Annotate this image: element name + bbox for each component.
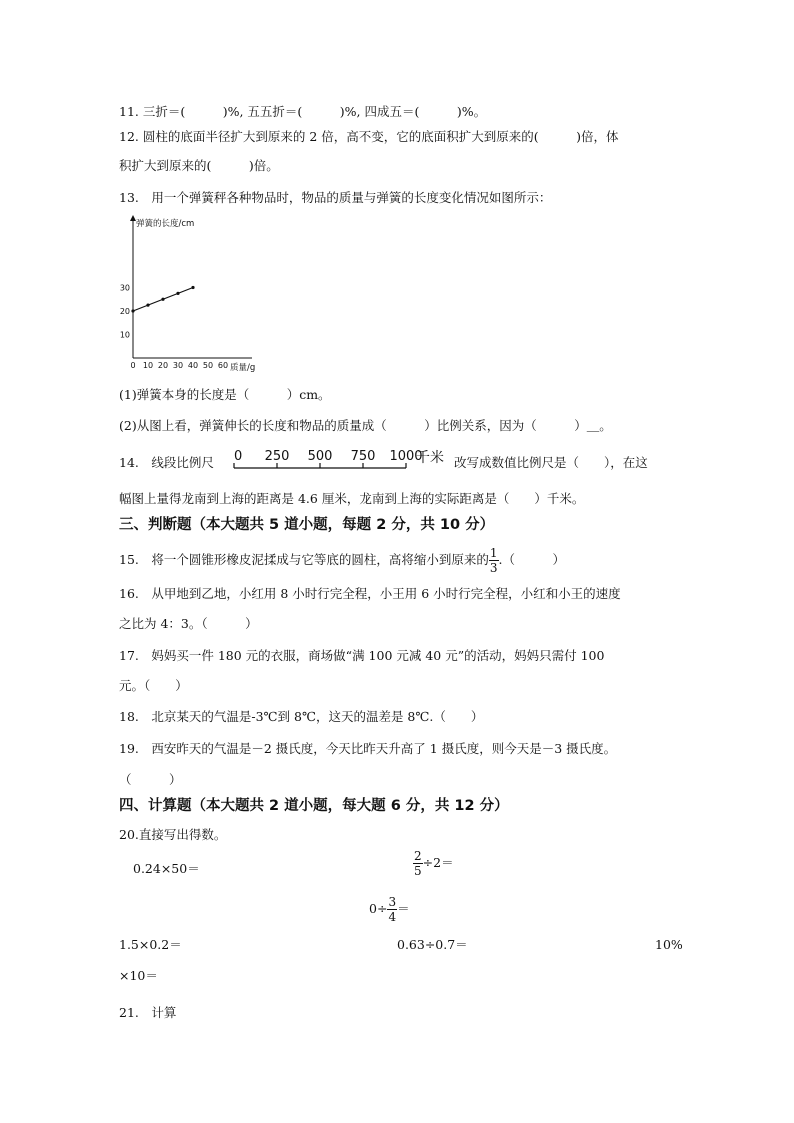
spring-length-chart	[112, 214, 272, 374]
data-point	[161, 298, 164, 301]
question-12-line-1: 12. 圆柱的底面半径扩大到原来的 2 倍，高不变，它的底面积扩大到原来的( )倍，体	[119, 129, 619, 144]
y-tick-label: 10	[119, 330, 130, 340]
x-tick-label: 10	[142, 361, 154, 370]
question-15-tail: .（ ）	[498, 552, 566, 567]
question-17-line-1: 17. 妈妈买一件 180 元的衣服，商场做“满 100 元减 40 元”的活动，妈妈只需付 100	[119, 648, 605, 663]
question-13: 13. 用一个弹簧秤各种物品时，物品的质量与弹簧的长度变化情况如图所示：	[119, 190, 552, 205]
question-18: 18. 北京某天的气温是-3℃到 8℃，这天的温差是 8℃.（ ）	[119, 709, 484, 724]
scale-unit: 千米	[416, 450, 444, 466]
section-3-title: 三、判断题（本大题共 5 道小题，每题 2 分，共 10 分）	[119, 517, 495, 533]
question-21: 21. 计算	[119, 1005, 177, 1020]
question-19-line-1: 19. 西安昨天的气温是－2 摄氏度，今天比昨天升高了 1 摄氏度，则今天是－3 摄氏度。	[119, 741, 617, 756]
scale-tick-label: 500	[307, 449, 333, 464]
question-15	[119, 546, 565, 575]
question-11: 11. 三折＝( )%, 五五折＝( )%, 四成五＝( )%。	[119, 104, 487, 119]
question-14-line-2: 幅图上量得龙南到上海的距离是 4.6 厘米，龙南到上海的实际距离是（ ）千米。	[119, 491, 585, 506]
question-17-line-2: 元。（ ）	[119, 678, 188, 693]
scale-tick-label: 0	[234, 449, 243, 464]
scale-tick-label: 750	[350, 449, 376, 464]
question-12-line-2: 积扩大到原来的( )倍。	[119, 158, 279, 173]
question-14-prefix: 14. 线段比例尺	[119, 455, 214, 470]
scale-tick-label: 250	[264, 449, 290, 464]
question-13-part-2: (2)从图上看，弹簧伸长的长度和物品的质量成（ ）比例关系，因为（ ）＿。	[119, 418, 612, 433]
y-axis-label: 弹簧的长度/cm	[136, 219, 195, 229]
question-15-text: 15. 将一个圆锥形橡皮泥揉成与它等底的圆柱，高将缩小到原来的	[119, 552, 489, 567]
line-segment-scale	[228, 446, 456, 472]
question-16-line-2: 之比为 4：3。（ ）	[119, 616, 258, 631]
x-tick-label: 50	[202, 361, 214, 370]
section-4-title: 四、计算题（本大题共 2 道小题，每大题 6 分，共 12 分）	[119, 798, 509, 814]
question-20: 20.直接写出得数。	[119, 827, 227, 842]
calc-6-part-2: ×10＝	[119, 968, 158, 983]
calc-6-part-1: 10%	[655, 937, 683, 952]
question-14-suffix: 改写成数值比例尺是（ ），在这	[454, 455, 648, 470]
data-point	[131, 309, 134, 312]
question-16-line-1: 16. 从甲地到乙地，小红用 8 小时行完全程，小王用 6 小时行完全程，小红和小王的速度	[119, 586, 621, 601]
y-tick-label: 20	[119, 307, 130, 316]
y-tick-label: 30	[119, 283, 130, 293]
x-tick-label: 0	[130, 361, 136, 370]
fraction-one-third: $\frac{1}{3}$	[489, 546, 498, 575]
x-axis-label: 质量/g	[230, 363, 256, 373]
x-tick-label: 30	[172, 361, 184, 370]
calc-1: 0.24×50＝	[133, 861, 200, 876]
question-19-line-2: （ ）	[119, 772, 182, 787]
data-point	[191, 286, 194, 289]
scale-tick-label: 1000	[389, 449, 423, 464]
data-point	[176, 292, 179, 295]
calc-2: $\frac{2}{5}$ ÷2＝	[414, 849, 454, 878]
calc-3: 0÷ $\frac{3}{4}$ ＝	[369, 895, 410, 924]
calc-5: 0.63÷0.7＝	[397, 937, 468, 952]
question-13-part-1: (1)弹簧本身的长度是（ ）cm。	[119, 387, 331, 402]
x-tick-label: 40	[187, 361, 199, 370]
x-tick-label: 60	[217, 361, 229, 370]
data-point	[146, 304, 149, 307]
calc-4: 1.5×0.2＝	[119, 937, 182, 952]
x-tick-label: 20	[157, 361, 169, 370]
